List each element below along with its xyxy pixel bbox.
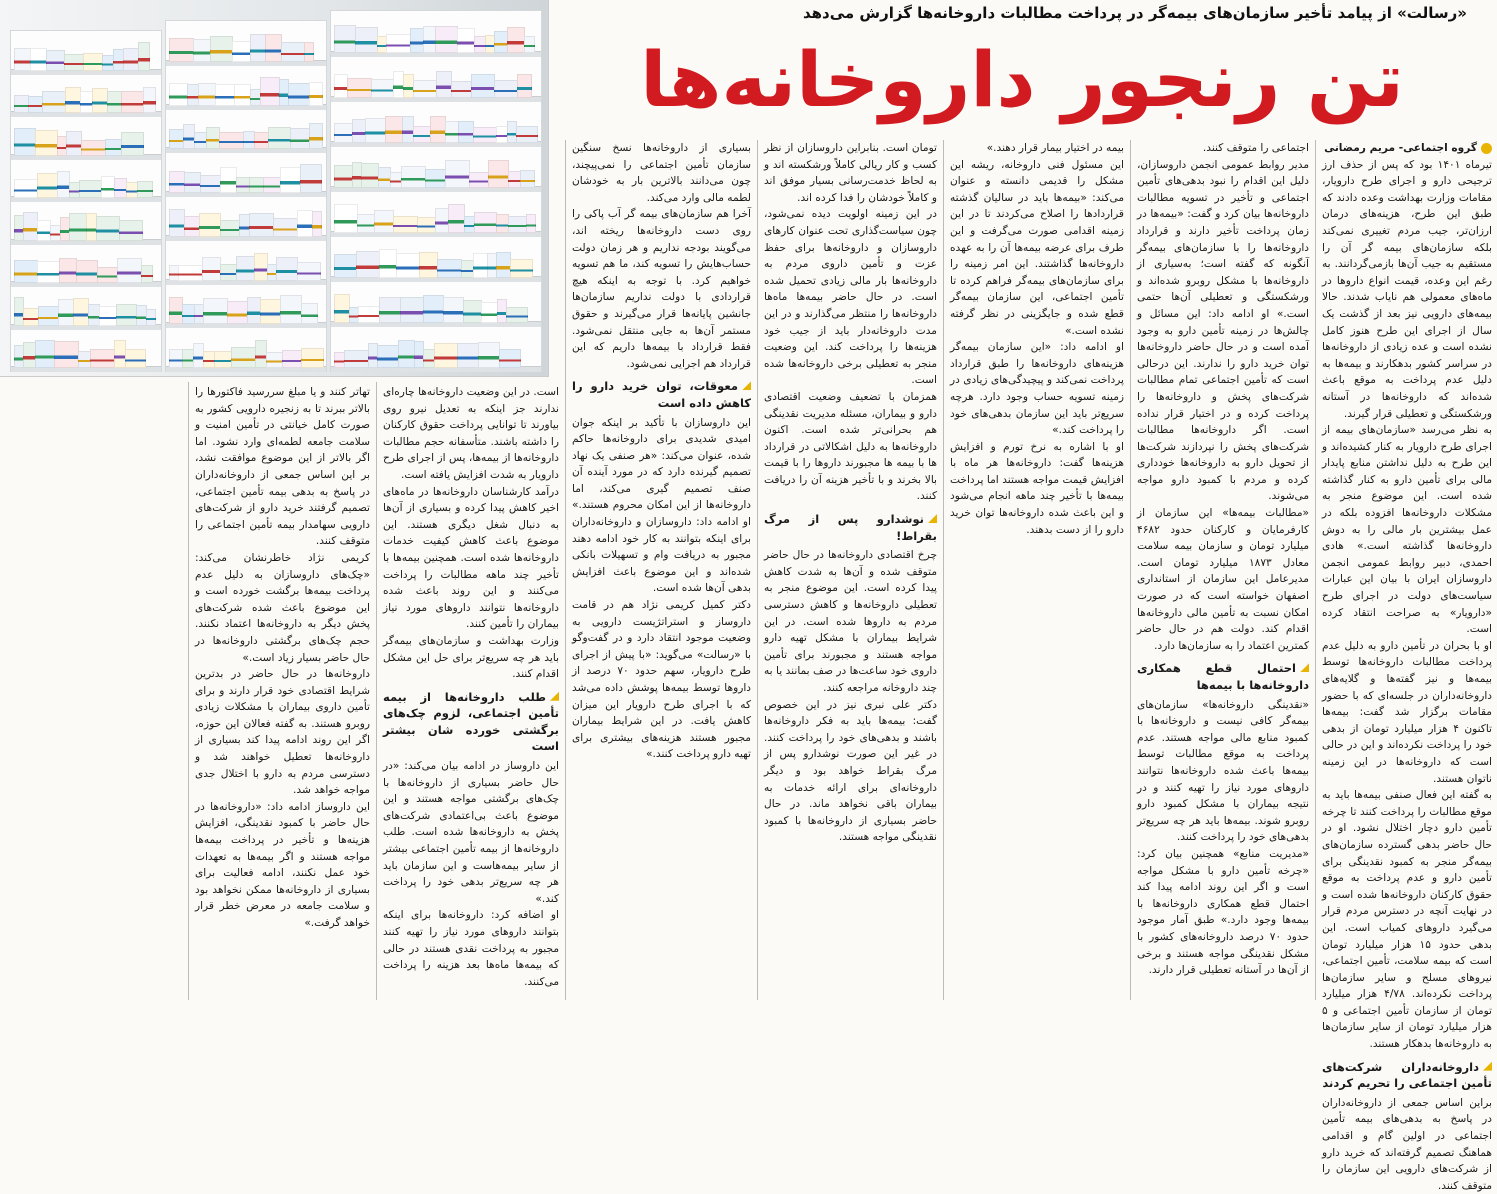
medicine-box [508, 216, 527, 233]
column-4-subheading: نوشدارو پس از مرگ بقراط! [764, 512, 937, 543]
medicine-box [435, 208, 449, 233]
shelf-unit [10, 30, 162, 372]
medicine-box [200, 175, 221, 193]
medicine-box [524, 36, 535, 53]
medicine-box [254, 253, 268, 281]
medicine-box [413, 80, 437, 98]
medicine-box [437, 259, 462, 278]
column-5-text-b: این داروسازان با تأکید بر اینکه جوان امیدی شدیدی برای داروخانه‌ها حاکم شده، عنوان می‌کند: «هر صنفی یک نهاد تصمیم گیرنده دارد که در مورد آینده آن صنف تصمیم گیری می‌کند، اما داروخانه‌ها از این امکان محروم هستند.» او ادامه داد: داروسازان و داروخانه‌داران برای اینکه بتوانند به کار خود ادامه دهند مجبور به دریافت وام و تسهیلات بانکی شده‌اند و این موضوع باعث افزایش بدهی آن‌ها شده است. دکتر کمیل کریمی نژاد هم در قامت داروساز و استراتژیست دارویی به وضعیت موجود انتقاد دارد و در گفت‌وگو با «رسالت» می‌گوید: «با پیش از اجرای طرح دارویار، سهم حدود ۷۰ درصد از داروها توسط بیمه‌ها پوشش داده می‌شد که با اجرای طرح دارویار این میزان کاهش یافت. در این شرایط بیماران مجبور هستند هزینه‌های بیشتری برای تهیه دارو پرداخت کنند.» [572, 416, 751, 761]
medicine-box [334, 123, 353, 143]
medicine-box [37, 261, 60, 283]
medicine-box [193, 39, 211, 62]
medicine-box [101, 176, 115, 198]
column-rule [1315, 140, 1316, 1000]
medicine-box [494, 31, 508, 53]
medicine-box [35, 130, 58, 156]
medicine-box [265, 34, 282, 62]
medicine-box [96, 216, 120, 241]
shelf-unit [165, 20, 327, 372]
column-rule [1130, 140, 1131, 1000]
medicine-box [499, 349, 521, 368]
medicine-box [169, 349, 183, 368]
column-1-text-b: به گفته این فعال صنفی بیمه‌ها باید به موقع مطالبات را پرداخت کنند تا چرخه تأمین دارو دچار اختلال نشود. او در حال حاضر بدهی گسترده سازمان‌های بیمه‌گر منجر به کمبود نقدینگی برای تأمین دارو و عدم پرداخت به موقع حقوق کارکنان داروخانه‌ها شده است و در نهایت آنچه در دسترس مردم قرار می‌گیرد داروهای کمیاب است. این بدهی حدود ۱۵ هزار میلیارد تومان است که بیمه سلامت، تأمین اجتماعی، نیروهای مسلح و سایر سازمان‌ها پرداخت نکرده‌اند. ۴/۷۸ هزار میلیارد تومان از سازمان تأمین اجتماعی و ۵ هزار میلیارد تومان از سایر سازمان‌ها به داروخانه‌ها بدهکار هستند. [1322, 789, 1492, 1051]
medicine-box [481, 302, 498, 323]
medicine-box [169, 171, 185, 193]
column-rule [757, 140, 758, 1000]
article-column-4 [764, 140, 937, 1000]
medicine-box [374, 210, 394, 233]
medicine-box [236, 177, 250, 193]
medicine-box [121, 132, 144, 156]
medicine-box [14, 260, 38, 283]
medicine-box [46, 50, 65, 71]
medicine-box [37, 220, 51, 241]
medicine-box [83, 53, 103, 71]
medicine-box [232, 41, 251, 62]
medicine-box [169, 38, 194, 62]
medicine-box [276, 257, 298, 281]
medicine-box [121, 91, 144, 113]
medicine-box [334, 294, 350, 323]
medicine-box [37, 173, 58, 198]
article-column-5 [572, 140, 751, 1000]
medicine-box [14, 48, 31, 71]
medicine-box [517, 74, 532, 98]
medicine-box [434, 343, 458, 368]
medicine-box [425, 169, 446, 188]
medicine-box [81, 140, 106, 156]
headline-kicker: «رسالت» از پیامد تأخیر سازمان‌های بیمه‌گر در پرداخت مطالبات داروخانه‌ها گزارش می‌دهد [802, 4, 1467, 22]
medicine-box [506, 307, 528, 323]
column-5-text: بسیاری از داروخانه‌ها نسخ سنگین سازمان تأمین اجتماعی را نمی‌پیچند، چون می‌دانند بالاترین بار به خودشان لطمه مالی وارد می‌کند. آخرا هم سازمان‌های بیمه گر آب پاکی را روی دست داروخانه‌ها ریخته اند، می‌گویند بودجه نداریم و هر زمان دولت حساب‌هایش را تسویه کند، ما هم تسویه خواهیم کرد. با توجه به اینکه هیچ قراردادی با دولت نداریم سازمان‌ها جانشین پایانه‌ها قرار می‌گیرند و حقوق مستمر آن‌ها به جایی منتقل نمی‌شود. فقط قرارداد با بیمه‌ها داریم که این قرارداد هم اجرایی نمی‌شود. [572, 142, 751, 370]
medicine-box [312, 211, 322, 237]
medicine-box [273, 218, 298, 237]
medicine-box [280, 295, 302, 324]
column-4-text: تومان است. بنابراین داروسازان از نظر کسب و کار ریالی کاملاً ورشکسته اند و به لحاظ خدمت‌رسانی بسیار موفق اند و کاملاً خودشان را فدا کرده اند. در این زمینه اولویت دیده نمی‌شود، چون سیاست‌گذاری تحت عنوان کارهای داروسازان و داروخانه‌ها برای حفظ عزت و تأمین داروی مردم به داروخانه‌ها بار مالی زیادی تحمیل شده است. در حال حاضر بیمه‌ها ماه‌ها داروخانه‌ها را منتظر می‌گذارند و در این مدت داروخانه‌دار باید از جیب خود هزینه‌ها را پرداخت کند. این وضعیت منجر به تعطیلی برخی داروخانه‌ها شده است. همزمان با تضعیف وضعیت اقتصادی دارو و بیماران، مسئله مدیریت نقدینگی هم بحرانی‌تر شده است. اکنون داروخانه‌ها به دلیل اشکالاتی در قرارداد ها با بیمه ها مجبورند داروها را با قیمت بالا بخرند و با تأخیر هزینه آن را دریافت کنند. [764, 142, 937, 503]
medicine-box [220, 220, 240, 237]
medicine-box [169, 83, 188, 106]
medicine-box [249, 177, 264, 193]
column-1-text: تیرماه ۱۴۰۱ بود که پس از حذف ارز ترجیحی دارو و اجرای طرح دارویار، مقامات وزارت بهداشت وعده دادند که طبق این طرح، هزینه‌های درمان ارزان‌تر، جیب مردم تغییری نمی‌کند بلکه سازمان‌های بیمه گر آن را مستقیم به جیب آن‌ها بازمی‌گردانند. به رغم این وعده، قیمت انواع داروها در ماه‌های معمولی هم نایاب شدند. حالا بیمه‌های دارویی نیز بعد از گذشت یک سال از اجرای این طرح هنوز کامل نشده است و عده زیادی از داروخانه‌ها در سراسر کشور بدهکارند و بیمه‌ها به دلیل عدم پرداخت به موقع باعث شده‌اند که داروخانه‌ها در آستانه ورشکستگی و تعطیلی قرار گیرند. به نظر می‌رسد «سازمان‌های بیمه از اجرای طرح دارویار به کنار کشیده‌اند و این طرح به دلیل نداشتن منابع پایدار مالی برای تأمین دارو به کنار گذاشته شده است. این موضوع منجر به مشکلات داروخانه‌ها افزوده بلکه در عمل بیشترین بار مالی را به دوش داروخانه‌ها گذاشته است.» هادی احمدی، دبیر روابط عمومی انجمن داروسازان ایران با بیان این عبارات سیاست‌های دولت در اجرای طرح «دارویار» به صراحت انتقاد کرده است. او با بحران در تأمین دارو به دلیل عدم پرداخت مطالبات داروخانه‌ها توسط بیمه‌ها و نیز گفته‌ها و گلایه‌های داروخانه‌داران در جلسه‌ای که با حضور مقامات برگزار شد گفت: بیمه‌ها تاکنون ۴ هزار میلیارد تومان از بدهی خود را پرداخت نکرده‌اند و این در حالی است که داروخانه‌ها در این زمینه ناتوان هستند. [1322, 158, 1492, 785]
medicine-box [14, 128, 36, 156]
column-6-subheading: طلب داروخانه‌ها از بیمه تأمین اجتماعی، لزوم چک‌های برگشتی خورده شان بیشتر است [383, 689, 559, 754]
medicine-box [281, 42, 305, 62]
medicine-box [219, 132, 244, 149]
medicine-box [178, 265, 203, 281]
medicine-box [138, 42, 150, 71]
medicine-box [169, 129, 184, 149]
medicine-box [227, 301, 248, 324]
medicine-box [473, 253, 488, 278]
column-rule [376, 382, 377, 1000]
medicine-box [496, 252, 511, 278]
medicine-box [377, 345, 399, 368]
medicine-box [206, 127, 220, 149]
medicine-box [463, 300, 482, 323]
medicine-box [457, 28, 475, 53]
medicine-box [356, 251, 380, 278]
byline-icon [1481, 143, 1492, 154]
medicine-box [280, 167, 301, 193]
medicine-box [358, 306, 380, 323]
medicine-box [184, 172, 201, 193]
medicine-box [28, 96, 43, 113]
medicine-box [297, 210, 313, 237]
medicine-box [393, 216, 418, 233]
medicine-box [526, 214, 536, 233]
medicine-box [107, 91, 122, 113]
medicine-box [105, 139, 122, 156]
medicine-box [203, 298, 228, 324]
medicine-box [290, 128, 310, 149]
medicine-box [371, 79, 394, 98]
medicine-box [436, 71, 452, 98]
medicine-box [458, 121, 474, 143]
medicine-box [471, 74, 495, 98]
medicine-box [430, 116, 446, 143]
medicine-box [474, 212, 497, 233]
medicine-box [30, 48, 47, 71]
article-column-3 [950, 140, 1124, 1000]
medicine-box [419, 252, 438, 278]
medicine-box [309, 123, 323, 149]
medicine-box [214, 351, 232, 368]
column-2-text: اجتماعی را متوقف کنند. مدیر روابط عمومی انجمن داروسازان، دلیل این اقدام را نبود بدهی‌های تأمین اجتماعی و تأخیر در تسویه مطالبات داروخانه‌ها بیان کرد و گفت: «بیمه‌ها در زمان پرداخت تأخیر دارند و قرارداد داروخانه‌ها را با سازمان‌های بیمه‌گر آنگونه که گفته است؛ به‌سیاری از داروخانه‌ها با مشکل روبرو شده‌اند و ورشکستگی و تعطیلی آن‌ها حتمی است.» او ادامه داد: این مسائل و چالش‌ها در زمینه تأمین دارو به وجود آمده است و در حال حاضر داروخانه‌ها توان خرید دارو را ندارند. این درحالی است که تأمین اجتماعی تمام مطالبات شرکت‌های پخش و داروخانه‌ها را پرداخت کرده و در اختیار قرار نداده است. اگر داروخانه‌ها مطالبات شرکت‌های پخش را نپردازند شرکت‌ها از تحویل دارو به داروخانه‌ها خودداری کرده و مردم با کمبود دارو مواجه می‌شوند. «مطالبات بیمه‌ها» این سازمان از کارفرمایان و کارکنان حدود ۴۶۸۲ میلیارد تومان و سازمان بیمه سلامت معادل ۱۸۷۳ میلیارد تومان است. مدیرعامل این سازمان از استانداری اصفهان خواسته است که در صورت امکان نسبت به تأمین مالی داروخانه‌ها اقدام کند. دولت هم در حال حاضر کمترین اعتماد را به سازمان‌ها دارد. [1137, 142, 1309, 652]
medicine-box [304, 42, 314, 62]
article-column-7 [4, 384, 370, 1000]
medicine-box [250, 34, 266, 62]
medicine-box [469, 172, 489, 188]
medicine-box [379, 249, 397, 278]
medicine-box [143, 87, 156, 113]
medicine-box [117, 258, 142, 283]
column-4-text-b: چرخ اقتصادی داروخانه‌ها در حال حاضر متوقف شده و آن‌ها به شدت کاهش پیدا کرده است. این موضوع منجر به تعطیلی داروخانه‌ها و کاهش دسترسی مردم به داروها شده است. در این شرایط بیماران با مشکل تهیه دارو مواجه هستند و مجبورند برای تأمین داروی خود ساعت‌ها در صف بمانند یا به چند داروخانه مراجعه کنند. دکتر علی نبری نیز در این خصوص گفت: بیمه‌ها باید به فکر داروخانه‌ها باشند و بدهی‌های خود را پرداخت کنند. در غیر این صورت نوشدارو پس از مرگ بقراط خواهد بود و دیگر داروخانه‌ای برای ارائه خدمات به بیماران باقی نخواهد ماند. در حال حاضر بسیاری از داروخانه‌ها با کمبود نقدینگی مواجه هستند. [764, 549, 937, 844]
medicine-box [510, 259, 533, 278]
medicine-box [334, 204, 358, 233]
medicine-box [334, 165, 353, 188]
medicine-box [66, 131, 82, 156]
column-1-subheading: داروخانه‌داران شرکت‌های تأمین اجتماعی را تحریم کردند [1322, 1059, 1492, 1091]
medicine-box [301, 348, 324, 368]
byline: گروه اجتماعی- مریم رمضانی [1324, 142, 1477, 154]
medicine-box [79, 180, 102, 198]
medicine-box [488, 160, 509, 188]
medicine-box [236, 256, 255, 281]
medicine-box [352, 119, 366, 143]
medicine-box [448, 204, 465, 233]
medicine-box [42, 91, 66, 113]
medicine-box [231, 347, 256, 368]
headline-title: تن رنجور داروخانه‌ها [640, 35, 1404, 124]
medicine-box [365, 118, 386, 143]
medicine-box [234, 84, 251, 106]
medicine-box [309, 82, 323, 106]
medicine-box [357, 214, 375, 233]
column-rule [943, 140, 944, 1000]
medicine-box [263, 177, 281, 193]
medicine-box [385, 116, 403, 143]
medicine-box [58, 299, 74, 326]
article-column-1 [1322, 140, 1492, 1192]
medicine-box [435, 26, 458, 53]
medicine-box [507, 27, 525, 53]
medicine-box [445, 160, 470, 188]
column-7-text: تهاتر کنند و یا مبلغ سررسید فاکتورها را بالاتر ببرند تا به زنجیره دارویی کشور به صورت کامل خیانتی در تأمین امنیت و سلامت جامعه لطمه‌ای وارد نشود. اما اگر بالاتر از این موضوع موافقت نشد، بر این اساس جمعی از داروخانه‌داران در پاسخ به بدهی بیمه تأمین اجتماعی، تصمیم گرفتند خرید دارو از شرکت‌های دارویی سهامدار بیمه تأمین اجتماعی را متوقف کنند. کریمی نژاد خاطرنشان می‌کند: «چک‌های داروسازان به دلیل عدم پرداخت بیمه‌ها برگشت خورده است و این موضوع باعث شده شرکت‌های پخش دیگر به داروخانه‌ها اعتماد نکنند. حجم چک‌های برگشتی داروخانه‌ها در حال حاضر بسیار زیاد است.» داروخانه‌ها در حال حاضر در بدترین شرایط اقتصادی خود قرار دارند و برای تأمین داروی بیماران با مشکلات زیادی روبرو هستند. به گفته فعالان این حوزه، اگر این روند ادامه پیدا کند بسیاری از داروخانه‌ها تعطیل خواهند شد و دسترسی مردم به دارو با اختلال جدی مواجه خواهد شد. این داروساز ادامه داد: «داروخانه‌ها در حال حاضر با کمبود نقدینگی، افزایش هزینه‌ها و تأخیر در پرداخت بیمه‌ها مواجه هستند و اگر بیمه‌ها به تعهدات خود عمل نکنند، ادامه فعالیت برای بسیاری از داروخانه‌ها ممکن نخواهد بود و سلامت جامعه در معرض خطر قرار خواهد گرفت.» [195, 386, 370, 929]
medicine-box [202, 257, 221, 281]
medicine-box [119, 220, 143, 241]
medicine-box [361, 163, 379, 188]
medicine-box [141, 265, 153, 283]
column-1-text-c: براین اساس جمعی از داروخانه‌داران در پاسخ به بدهی‌های بیمه تأمین اجتماعی در اولین گام و اقدامی هماهنگ تصمیم گرفته‌اند که خرید دارو از شرکت‌های دارویی این سازمان را متوقف کنند. [1322, 1096, 1492, 1192]
medicine-box [334, 74, 348, 98]
medicine-box [379, 297, 401, 323]
medicine-box [249, 213, 274, 237]
medicine-box [23, 308, 39, 326]
medicine-box [516, 126, 538, 143]
column-rule [565, 140, 566, 1000]
medicine-box [14, 95, 29, 113]
column-2-subheading: احتمال قطع همکاری داروخانه‌ها با بیمه‌ها [1137, 661, 1309, 692]
medicine-box [398, 340, 415, 368]
medicine-box [478, 342, 500, 368]
medicine-box [443, 297, 464, 323]
medicine-box [401, 166, 426, 188]
medicine-box [445, 121, 459, 143]
medicine-box [64, 54, 84, 71]
medicine-box [344, 350, 369, 368]
medicine-box [423, 295, 444, 323]
medicine-box [266, 352, 283, 368]
medicine-box [220, 167, 237, 193]
medicine-box [73, 298, 89, 326]
medicine-box [220, 264, 237, 281]
medicine-box [59, 258, 77, 283]
medicine-box [297, 262, 321, 281]
medicine-box [146, 309, 156, 326]
medicine-box [23, 212, 38, 241]
medicine-box [473, 127, 497, 143]
medicine-box [254, 132, 269, 149]
medicine-box [282, 350, 302, 368]
medicine-box [69, 213, 87, 241]
medicine-box [396, 253, 420, 278]
medicine-box [199, 213, 221, 237]
medicine-box [90, 349, 115, 368]
medicine-box [457, 343, 479, 368]
article-column-2 [1137, 140, 1309, 1000]
medicine-box [198, 83, 216, 106]
medicine-box [35, 340, 55, 368]
pharmacy-shelves-photo [0, 0, 549, 377]
medicine-box [268, 127, 291, 149]
column-3-text: بیمه در اختیار بیمار قرار دهند.» این مسئول فنی داروخانه، ریشه این مشکل را قدیمی دانسته و عنوان می‌کند: «بیمه‌ها باید در سالیان گذشته قرارداد‌ها را اصلاح می‌کردند تا در این زمینه اقدامی صورت می‌گرفت و این طرف برای عرضه بیمه‌ها آن را به عهده داروخانه‌ها گذاشتند. این امر زمینه را برای سازمان‌های بیمه‌گر فراهم کرده تا تأمین اجتماعی، این سازمان بیمه‌گر قطع شده و جایگزینی در نظر گرفته نشده است.» او ادامه داد: «این سازمان بیمه‌گر هزینه‌های داروخانه‌ها را طبق قرارداد پرداخت نمی‌کند و پیچیدگی‌های زیادی در زمینه تسویه حساب وجود دارد. هرچه سریع‌تر باید این سازمان بدهی‌های خود را پرداخت کند.» او با اشاره به نرخ تورم و افزایش هزینه‌ها گفت: داروخانه‌ها هر ماه با افزایش قیمت مواجه هستند اما پرداخت بیمه‌ها با تأخیر چند ماهه انجام می‌شود و این باعث شده داروخانه‌ها توان خرید دارو را از دست بدهند. [950, 142, 1124, 536]
shelf-unit [330, 10, 542, 372]
medicine-box [247, 297, 261, 324]
medicine-box [355, 27, 378, 53]
medicine-box [38, 306, 59, 326]
medicine-box [386, 34, 411, 53]
medicine-box [347, 78, 372, 98]
medicine-box [400, 297, 424, 323]
medicine-box [520, 170, 535, 188]
medicine-box [494, 80, 518, 98]
medicine-box [137, 181, 153, 198]
medicine-box [123, 48, 139, 71]
column-6-text: است. در این وضعیت داروخانه‌ها چاره‌ای ندارند جز اینکه به تعدیل نیرو روی بیاورند تا توانایی پرداخت حقوق کارکنان را داشته باشند. متأسفانه حجم مطالبات داروخانه‌ها از بیمه‌ها، پس از اجرای طرح دارویار به شدت افزایش یافته است. درآمد کارشناسان داروخانه‌ها در ماه‌های اخیر کاهش پیدا کرده و بسیاری از آن‌ها به دنبال شغل دیگری هستند. این موضوع باعث کاهش کیفیت خدمات داروخانه‌ها شده است. همچنین بیمه‌ها با تأخیر چند ماهه مطالبات را پرداخت می‌کنند و این روند باعث شده داروخانه‌ها نتوانند داروهای مورد نیاز بیماران را تأمین کنند. وزارت بهداشت و سازمان‌های بیمه‌گر باید هر چه سریع‌تر برای حل این مشکل اقدام کنند. [383, 386, 559, 681]
medicine-box [300, 164, 322, 193]
medicine-box [169, 209, 185, 237]
medicine-box [97, 267, 118, 283]
medicine-box [417, 217, 436, 233]
medicine-box [288, 83, 310, 106]
medicine-box [301, 303, 318, 324]
medicine-box [169, 297, 183, 324]
medicine-box [14, 179, 38, 198]
medicine-box [334, 254, 357, 278]
column-5-subheading: معوقات، توان خرید دارو را کاهش داده است [572, 379, 751, 410]
medicine-box [334, 25, 356, 53]
column-2-text-b: «نقدینگی داروخانه‌ها» سازمان‌های بیمه‌گر کافی نیست و داروخانه‌ها با کمبود منابع مالی مواجه هستند. عدم پرداخت به موقع مطالبات توسط بیمه‌ها باعث شده داروخانه‌ها نتوانند داروهای مورد نیاز را تهیه کنند و در نتیجه بیماران با مشکل کمبود دارو روبرو شوند. بیمه‌ها باید هر چه سریع‌تر بدهی‌های خود را پرداخت کنند. «مدیریت منابع» همچنین بیان کرد: «چرخه تأمین دارو با مشکل مواجه است و اگر این روند ادامه پیدا کند احتمال قطع همکاری داروخانه‌ها با بیمه‌ها وجود دارد.» طبق آمار موجود حدود ۷۰ درصد داروخانه‌های کشور با مشکل نقدینگی مواجه هستند و برخی از آن‌ها در آستانه تعطیلی قرار دارند. [1137, 698, 1309, 977]
medicine-box [99, 306, 117, 326]
medicine-box [54, 341, 79, 368]
medicine-box [76, 260, 98, 283]
medicine-box [260, 299, 281, 324]
medicine-box [184, 216, 200, 237]
medicine-box [92, 88, 108, 113]
medicine-box [451, 81, 472, 98]
medicine-box [410, 28, 424, 53]
medicine-box [210, 36, 233, 62]
medicine-box [116, 304, 137, 326]
column-6-text-b: این داروساز در ادامه بیان می‌کند: «در حال حاضر بسیاری از داروخانه‌ها با چک‌های برگشتی مواجه هستند و این موضوع باعث بی‌اعتمادی شرکت‌های پخش به داروخانه‌ها شده است. طلب داروخانه‌ها از بیمه تأمین اجتماعی بیشتر از سایر بیمه‌هاست و این سازمان باید هر چه سریع‌تر بدهی خود را پرداخت کند.» او اضافه کرد: داروخانه‌ها برای اینکه بتوانند داروهای مورد نیاز را تهیه کنند مجبور به پرداخت نقدی هستند در حالی که بیمه‌ها ماه‌ها بعد هزینه را پرداخت می‌کنند. [383, 760, 559, 988]
medicine-box [125, 349, 146, 368]
medicine-box [65, 87, 81, 113]
medicine-box [215, 84, 235, 106]
medicine-box [260, 77, 280, 106]
medicine-box [413, 126, 431, 143]
article-column-6 [383, 384, 559, 1000]
